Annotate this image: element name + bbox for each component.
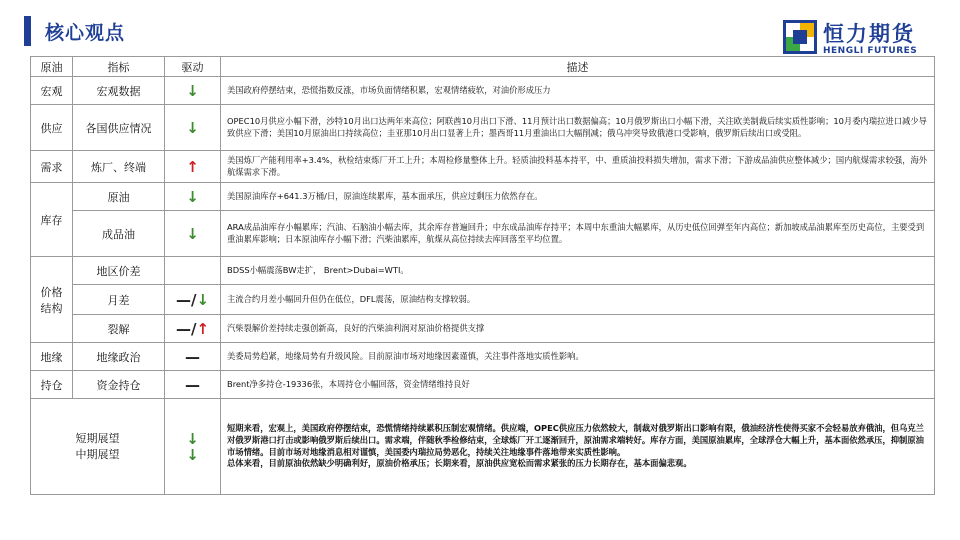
indicator-cell: 裂解	[73, 315, 165, 343]
header-description: 描述	[221, 57, 935, 77]
drive-cell-empty	[165, 257, 221, 285]
down-arrow-icon: ↓	[165, 105, 221, 151]
table-row-outlook	[31, 399, 935, 495]
description-cell: 主流合约月差小幅回升但仍在低位，DFL震荡，原油结构支撑较弱。	[221, 285, 935, 315]
table-row-supply	[31, 105, 935, 151]
dash-icon: —	[165, 343, 221, 371]
table-header-row	[31, 57, 935, 77]
description-cell: Brent净多持仓-19336张，本周持仓小幅回落，资金情绪维持良好	[221, 371, 935, 399]
indicator-cell: 原油	[73, 183, 165, 211]
header-indicator: 指标	[73, 57, 165, 77]
category-cell: 需求	[31, 151, 73, 183]
description-cell: ARA成品油库存小幅累库；汽油、石脑油小幅去库，其余库存普遍回升；中东成品油库存持平；本周中东重油大幅累库，从历史低位回弹至年内高位；新加坡成品油累库至历史高位，主要受到重油累库影响；日本原油库存小幅下滑；汽柴油累库，航煤从高位持续去库回落至平均位置。	[221, 211, 935, 257]
table-row-geopolitics	[31, 343, 935, 371]
page-title: 核心观点	[45, 21, 126, 44]
up-arrow-icon: ↑	[165, 151, 221, 183]
mid-term-outlook-label: 中期展望	[75, 447, 120, 461]
indicator-cell: 炼厂、终端	[73, 151, 165, 183]
description-cell: 美国政府停摆结束，恐慌指数反涨，市场负面情绪积累，宏观情绪疲软，对油价形成压力	[221, 77, 935, 105]
indicator-cell: 地缘政治	[73, 343, 165, 371]
short-term-outlook-label: 短期展望	[75, 431, 120, 445]
dash-icon: —/	[175, 319, 197, 338]
indicator-cell: 月差	[73, 285, 165, 315]
indicator-cell: 宏观数据	[73, 77, 165, 105]
down-arrow-icon: ↓	[165, 183, 221, 211]
table-row-crack-spread	[31, 315, 935, 343]
category-cell: 价格 结构	[31, 257, 73, 343]
dash-icon: —	[165, 371, 221, 399]
company-logo	[783, 18, 943, 60]
description-cell: 美委局势趋紧，地缘局势有升级风险。目前原油市场对地缘因素谨慎，关注事件落地实质性影响。	[221, 343, 935, 371]
page-title-bar	[24, 16, 125, 46]
indicator-cell: 资金持仓	[73, 371, 165, 399]
table-row-inventory-crude	[31, 183, 935, 211]
drive-cell	[165, 315, 221, 343]
short-term-outlook-text: 短期来看，宏观上，美国政府停摆结束，恐慌情绪持续累积压制宏观情绪。供应端，OPEC供应压力依然较大，制裁对俄罗斯出口影响有限，俄油经济性使得买家不会轻易放弃俄油，但乌克兰对俄罗斯港口打击或影响俄罗斯后续出口。需求端，伴随秋季检修结束，全球炼厂开工逐渐回升，原油需求端转好。库存方面，美国原油累库，全球浮仓大幅上升，基本面依然承压，抑制原油市场情绪。目前市场对地缘消息相对谨慎，美国委内瑞拉局势恶化，持续关注地缘事件落地带来实质性影响。	[227, 423, 924, 457]
category-cell: 宏观	[31, 77, 73, 105]
category-cell: 库存	[31, 183, 73, 257]
logo-english-name: HENGLI FUTURES	[823, 46, 918, 56]
table-row-demand	[31, 151, 935, 183]
description-cell: 汽柴裂解价差持续走强创新高，良好的汽柴油利润对原油价格提供支撑	[221, 315, 935, 343]
down-arrow-icon: ↓	[165, 211, 221, 257]
header-category: 原油	[31, 57, 73, 77]
category-cell: 供应	[31, 105, 73, 151]
drive-cell	[165, 399, 221, 495]
indicator-cell: 各国供应情况	[73, 105, 165, 151]
dash-icon: —/	[175, 290, 197, 309]
up-arrow-icon: ↑	[196, 319, 210, 338]
table-row-macro	[31, 77, 935, 105]
category-cell: 持仓	[31, 371, 73, 399]
logo-chinese-name: 恒力期货	[823, 22, 915, 46]
description-cell: OPEC10月供应小幅下滑，沙特10月出口达两年来高位；阿联酋10月出口下滑、11月预计出口数据偏高；10月俄罗斯出口小幅下滑，关注欧美制裁后续实质性影响；10月委内瑞拉进口减少导致供应下滑；美国10月原油出口持续高位；圭亚那10月出口显著上升；墨西哥11月重油出口大幅削减；俄乌冲突导致俄港口受影响，俄罗斯后续出口或受阻。	[221, 105, 935, 151]
table-row-regional-spread	[31, 257, 935, 285]
indicator-cell: 地区价差	[73, 257, 165, 285]
title-accent-bar	[24, 16, 31, 46]
overall-outlook-text: 总体来看，目前原油依然缺少明确利好，原油价格承压；长期来看，原油供应宽松而需求紧张的压力长期存在，基本面偏悲观。	[227, 458, 692, 469]
header-drive: 驱动	[165, 57, 221, 77]
down-arrow-icon: ↓	[186, 429, 199, 448]
description-cell: 美国炼厂产能利用率+3.4%，秋检结束炼厂开工上升；本周检修量整体上升。轻质油投料基本持平，中、重质油投料损失增加，需求下滑；下游成品油供应整体减少；国内航煤需求较强，海外航煤需求下滑。	[221, 151, 935, 183]
description-cell: 美国原油库存+641.3万桶/日，原油连续累库，基本面承压，供应过剩压力依然存在。	[221, 183, 935, 211]
down-arrow-icon: ↓	[186, 445, 199, 464]
outlook-category-cell	[31, 399, 165, 495]
category-cell: 地缘	[31, 343, 73, 371]
indicator-cell: 成品油	[73, 211, 165, 257]
down-arrow-icon: ↓	[165, 77, 221, 105]
logo-mark-icon	[783, 20, 817, 54]
drive-cell	[165, 285, 221, 315]
table-row-positions	[31, 371, 935, 399]
table-row-monthly-spread	[31, 285, 935, 315]
description-cell: BDSS小幅震荡BW走扩， Brent>Dubai=WTI。	[221, 257, 935, 285]
core-views-table	[30, 56, 935, 495]
down-arrow-icon: ↓	[196, 290, 210, 309]
outlook-description-cell	[221, 399, 935, 495]
table-row-inventory-products	[31, 211, 935, 257]
